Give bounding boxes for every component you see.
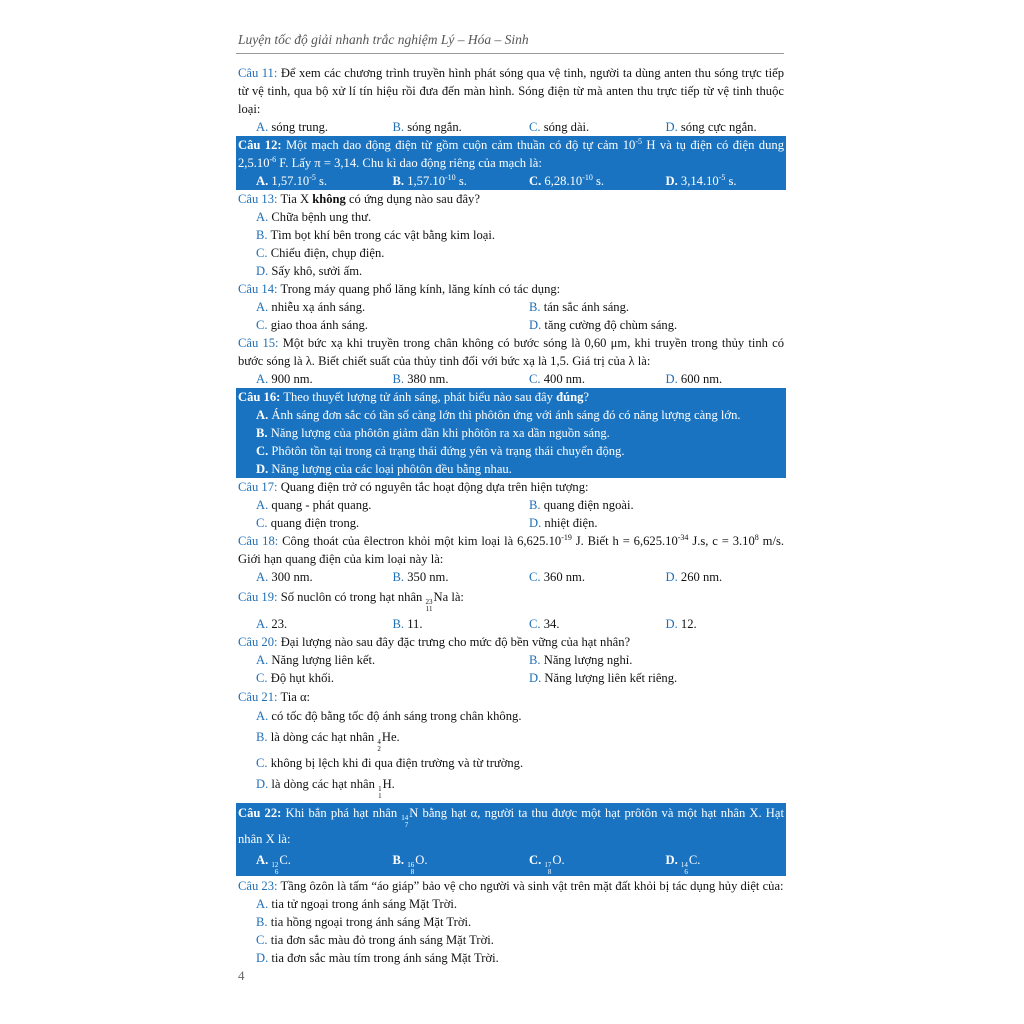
option-d[interactable]: D. Năng lượng liên kết riêng.: [529, 671, 678, 685]
option-d[interactable]: D. tăng cường độ chùm sáng.: [529, 318, 678, 332]
nuclide-notation: 14 7: [401, 814, 409, 829]
option-b[interactable]: B. là dòng các hạt nhân 4 2 He.: [256, 730, 400, 753]
option-b[interactable]: B. 11.: [392, 617, 423, 631]
question-23: Câu 23: Tầng ôzôn là tấm “áo giáp” bảo vệ cho người và sinh vật trên mặt đất khỏi bị tác dụng hủy diệt của: A. tia tử ngoại trong ánh sáng Mặt Trời. B. tia hồng ngoại trong ánh sáng Mặt Trời. C. tia đơn sắc màu đỏ trong ánh sáng Mặt Trời. D. tia đơn sắc màu tím trong ánh sáng Mặt Trời.: [238, 879, 784, 965]
question-list: [238, 64, 784, 967]
option-a[interactable]: A. 12 6 C.: [256, 853, 291, 876]
option-a[interactable]: A. có tốc độ bằng tốc độ ánh sáng trong chân không.: [256, 709, 522, 723]
question-label: Câu 23:: [238, 879, 278, 893]
question-20: Câu 20: Đại lượng nào sau đây đặc trưng cho mức độ bền vững của hạt nhân? A. Năng lượng liên kết. B. Năng lượng nghỉ. C. Độ hụt khối. D. Năng lượng liên kết riêng.: [238, 633, 784, 687]
page-header: Luyện tốc độ giải nhanh trắc nghiệm Lý – Hóa – Sinh: [238, 32, 529, 47]
option-c[interactable]: C. 360 nm.: [529, 570, 585, 584]
question-12: Câu 12: Một mạch dao động điện từ gồm cuộn cảm thuần có độ tự cảm $10^{-5}$ H và tụ điện có điện dung $2,5.10^{-6}$ F. Lấy π = 3,14. Chu kì dao động riêng của mạch là: A. $1,57.10^{-5}$ s. B. $1,57.10^{-10}$ s. C. $6,28.10^{-10}$ s. D. $3,14.10^{-5}$ s.: [238, 136, 784, 188]
option-a[interactable]: A. quang - phát quang.: [256, 498, 372, 512]
option-b[interactable]: B. 380 nm.: [392, 372, 449, 386]
option-d[interactable]: D. 260 nm.: [665, 570, 723, 584]
option-c[interactable]: C. 17 8 O.: [529, 853, 565, 876]
option-d[interactable]: D. sóng cực ngắn.: [665, 120, 757, 134]
option-c[interactable]: C. tia đơn sắc màu đỏ trong ánh sáng Mặt Trời.: [256, 933, 494, 947]
option-d[interactable]: D. Năng lượng của các loại phôtôn đều bằng nhau.: [256, 462, 512, 476]
option-b[interactable]: B. quang điện ngoài.: [529, 498, 634, 512]
question-21: Câu 21: Tia α: A. có tốc độ bằng tốc độ ánh sáng trong chân không. B. là dòng các hạt nhân 4 2 He. C. không bị lệch khi đi qua điện trường và từ trường. D. là dòng các hạt nhân 1 1 H.: [238, 688, 784, 800]
option-a[interactable]: A. nhiễu xạ ánh sáng.: [256, 300, 366, 314]
option-d[interactable]: D. tia đơn sắc màu tím trong ánh sáng Mặt Trời.: [256, 951, 499, 965]
option-a[interactable]: A. tia tử ngoại trong ánh sáng Mặt Trời.: [256, 897, 457, 911]
option-b[interactable]: B. 16 8 O.: [392, 853, 428, 876]
option-d[interactable]: D. là dòng các hạt nhân 1 1 H.: [256, 777, 395, 800]
question-label: Câu 13:: [238, 192, 278, 206]
option-a[interactable]: A. Chữa bệnh ung thư.: [256, 210, 372, 224]
question-label: Câu 12:: [238, 138, 282, 152]
option-b[interactable]: B. tia hồng ngoại trong ánh sáng Mặt Trời.: [256, 915, 472, 929]
option-c[interactable]: C. sóng dài.: [529, 120, 590, 134]
question-19: Câu 19: Số nuclôn có trong hạt nhân 23 11 Na là: A. 23. B. 11. C. 34. D. 12.: [238, 588, 784, 633]
question-22: Câu 22: Khi bắn phá hạt nhân 14 7 N bằng hạt α, người ta thu được một hạt prôtôn và một hạt nhân X. Hạt nhân X là: A. 12 6 C. B. 16 8 O. C. 17 8 O. D. 14 6 C.: [236, 803, 786, 876]
option-c[interactable]: C. Độ hụt khối.: [256, 671, 335, 685]
option-c[interactable]: C. giao thoa ánh sáng.: [256, 318, 368, 332]
question-label: Câu 11:: [238, 66, 278, 80]
page-number: 4: [238, 968, 245, 983]
option-c[interactable]: C. 34.: [529, 617, 560, 631]
question-label: Câu 22:: [238, 806, 282, 820]
question-16: Câu 16: Theo thuyết lượng tử ánh sáng, phát biểu nào sau đây đúng? A. Ánh sáng đơn sắc có tần số càng lớn thì phôtôn ứng với ánh sáng đó có năng lượng càng lớn. B. Năng lượng của phôtôn giảm dần khi phôtôn ra xa dần nguồn sáng. C. Phôtôn tồn tại trong cả trạng thái đứng yên và trạng thái chuyển động. D. Năng lượng của các loại phôtôn đều bằng nhau.: [236, 388, 786, 478]
question-label: Câu 20:: [238, 635, 278, 649]
question-label: Câu 16:: [238, 390, 281, 404]
option-b[interactable]: B. $1,57.10^{-10}$ s.: [392, 172, 467, 188]
option-c[interactable]: C. 400 nm.: [529, 372, 585, 386]
question-17: Câu 17: Quang điện trở có nguyên tắc hoạt động dựa trên hiện tượng: A. quang - phát quang. B. quang điện ngoài. C. quang điện trong. D. nhiệt điện.: [238, 478, 784, 532]
option-d[interactable]: D. 12.: [665, 617, 697, 631]
option-a[interactable]: A. Năng lượng liên kết.: [256, 653, 376, 667]
option-b[interactable]: B. tán sắc ánh sáng.: [529, 300, 630, 314]
option-c[interactable]: C. không bị lệch khi đi qua điện trường và từ trường.: [256, 756, 524, 770]
option-c[interactable]: C. Chiếu điện, chụp điện.: [256, 246, 385, 260]
option-c[interactable]: C. quang điện trong.: [256, 516, 360, 530]
option-b[interactable]: B. sóng ngắn.: [392, 120, 462, 134]
question-label: Câu 17:: [238, 480, 278, 494]
option-c[interactable]: C. $6,28.10^{-10}$ s.: [529, 172, 605, 188]
header-divider: [236, 53, 784, 54]
question-label: Câu 15:: [238, 336, 279, 350]
option-a[interactable]: A. 23.: [256, 617, 288, 631]
nuclide-notation: 23 11: [425, 598, 433, 613]
question-11: [238, 64, 784, 136]
question-14: Câu 14: Trong máy quang phổ lăng kính, lăng kính có tác dụng: A. nhiễu xạ ánh sáng. B. tán sắc ánh sáng. C. giao thoa ánh sáng. D. tăng cường độ chùm sáng.: [238, 280, 784, 334]
question-18: Câu 18: Công thoát của êlectron khỏi một kim loại là $6,625.10^{-19}$ J. Biết $h = 6,625.10^{-34}$ J.s, $c = 3.10^8$ m/s. Giới hạn quang điện của kim loại này là: A. 300 nm. B. 350 nm. C. 360 nm. D. 260 nm.: [238, 532, 785, 584]
question-13: Câu 13: Tia X không có ứng dụng nào sau đây? A. Chữa bệnh ung thư. B. Tìm bọt khí bên trong các vật bằng kim loại. C. Chiếu điện, chụp điện. D. Sấy khô, sưởi ấm.: [238, 190, 784, 280]
option-b[interactable]: B. Tìm bọt khí bên trong các vật bằng kim loại.: [256, 228, 496, 242]
option-b[interactable]: B. Năng lượng nghỉ.: [529, 653, 633, 667]
option-d[interactable]: D. 600 nm.: [665, 372, 723, 386]
option-a[interactable]: A. Ánh sáng đơn sắc có tần số càng lớn thì phôtôn ứng với ánh sáng đó có năng lượng càng lớn.: [256, 408, 741, 422]
nuclide-notation: 1 1: [378, 785, 382, 800]
question-label: Câu 21:: [238, 690, 278, 704]
option-c[interactable]: C. Phôtôn tồn tại trong cả trạng thái đứng yên và trạng thái chuyển động.: [256, 444, 625, 458]
option-a[interactable]: A. $1,57.10^{-5}$ s.: [256, 172, 328, 188]
option-a[interactable]: A. sóng trung.: [256, 120, 329, 134]
option-d[interactable]: D. 14 6 C.: [665, 853, 701, 876]
option-d[interactable]: D. Sấy khô, sưởi ấm.: [256, 264, 363, 278]
option-b[interactable]: B. 350 nm.: [392, 570, 449, 584]
question-label: Câu 14:: [238, 282, 278, 296]
option-a[interactable]: A. 900 nm.: [256, 372, 313, 386]
nuclide-notation: 4 2: [377, 738, 381, 753]
question-label: Câu 19:: [238, 590, 278, 604]
option-d[interactable]: D. nhiệt điện.: [529, 516, 598, 530]
question-text: Để xem các chương trình truyền hình phát sóng qua vệ tinh, người ta dùng anten thu sóng trực tiếp từ vệ tinh, qua bộ xử lí tín hiệu rồi đưa đến màn hình. Sóng điện từ mà anten thu trực tiếp từ vệ tinh thuộc loại:: [238, 66, 784, 116]
option-d[interactable]: D. $3,14.10^{-5}$ s.: [665, 172, 737, 188]
question-label: Câu 18:: [238, 534, 279, 548]
option-b[interactable]: B. Năng lượng của phôtôn giảm dần khi phôtôn ra xa dần nguồn sáng.: [256, 426, 610, 440]
question-15: Câu 15: Một bức xạ khi truyền trong chân không có bước sóng là 0,60 μm, khi truyền trong thủy tinh có bước sóng là λ. Biết chiết suất của thủy tinh đối với bức xạ là 1,5. Giá trị của λ là: A. 900 nm. B. 380 nm. C. 400 nm. D. 600 nm.: [238, 336, 784, 386]
option-a[interactable]: A. 300 nm.: [256, 570, 313, 584]
